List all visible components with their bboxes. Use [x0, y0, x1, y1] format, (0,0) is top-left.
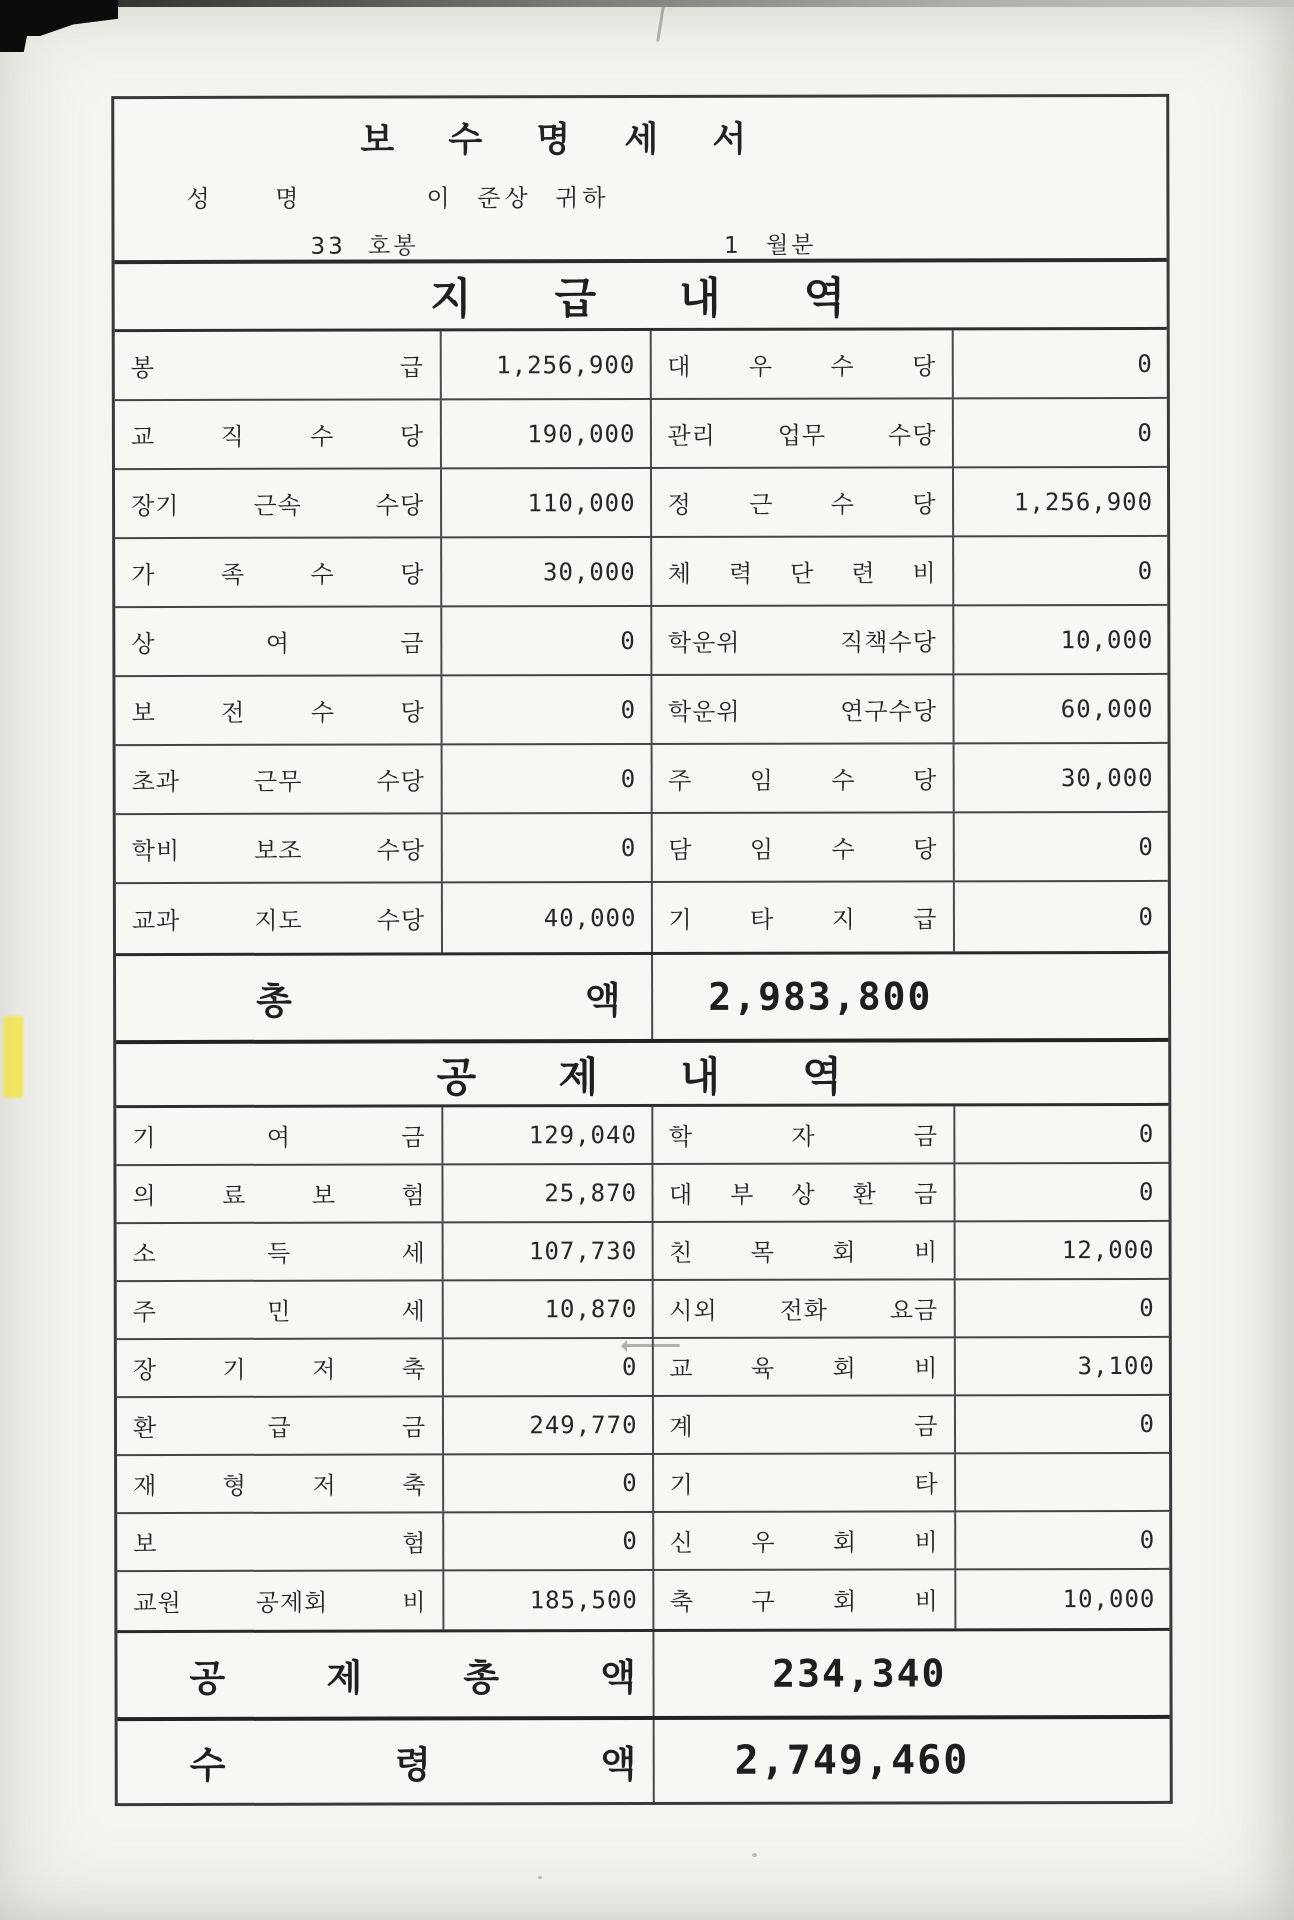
item-value: 0 — [1138, 832, 1154, 861]
table-row — [117, 1280, 1169, 1340]
pay-month: 1 월분 — [724, 232, 817, 259]
document-title: 보 수 명 세 서 — [360, 119, 751, 161]
item-label: 보 전 수 당 — [115, 677, 442, 745]
table-row — [117, 1396, 1169, 1456]
item-label: 보 험 — [117, 1513, 444, 1570]
item-value: 110,000 — [442, 469, 651, 536]
item-label: 체 력 단 련 비 — [652, 537, 955, 605]
table-row — [117, 1222, 1169, 1282]
item-value: 12,000 — [1061, 1235, 1155, 1264]
table-row — [115, 537, 1167, 608]
deduction-rows — [116, 1106, 1169, 1633]
item-value: 0 — [1139, 1525, 1156, 1554]
grade-line — [114, 226, 1166, 261]
item-label: 기 여 금 — [116, 1107, 443, 1164]
item-value: 0 — [444, 1455, 653, 1511]
item-value: 40,000 — [443, 883, 652, 952]
item-value: 0 — [1137, 418, 1153, 447]
table-row — [117, 1570, 1169, 1630]
statement-header-block — [114, 97, 1166, 264]
item-value: 0 — [443, 814, 652, 881]
item-value: 0 — [444, 1513, 653, 1569]
item-label: 소 득 세 — [117, 1223, 444, 1280]
item-value: 25,870 — [444, 1165, 653, 1221]
item-label: 담 임 수 당 — [652, 813, 955, 881]
item-value: 0 — [444, 1339, 653, 1395]
item-label: 관리 업무 수당 — [651, 399, 954, 467]
item-value: 249,770 — [444, 1397, 653, 1453]
item-value: 60,000 — [1060, 694, 1154, 723]
item-label: 봉 급 — [115, 332, 442, 400]
scan-corner-blob-artifact — [0, 0, 34, 52]
name-value: 이 준상 귀하 — [426, 184, 610, 213]
item-value: 10,870 — [444, 1281, 653, 1337]
item-value: 190,000 — [442, 400, 651, 467]
table-row — [115, 675, 1167, 746]
item-label: 교 육 회 비 — [653, 1338, 956, 1395]
table-row — [115, 606, 1167, 677]
deduction-total-label-text: 공 제 총 액 — [189, 1656, 639, 1701]
table-row — [116, 1106, 1168, 1166]
name-line — [114, 177, 1166, 214]
item-value: 30,000 — [1060, 763, 1154, 792]
item-value: 0 — [1139, 1177, 1155, 1206]
item-label: 신 우 회 비 — [654, 1512, 957, 1569]
deduction-total-value: 234,340 — [772, 1651, 947, 1696]
item-value: 3,100 — [1077, 1351, 1155, 1380]
table-row — [117, 1454, 1169, 1514]
item-label: 교원 공제회 비 — [117, 1571, 444, 1630]
item-value: 0 — [442, 607, 651, 674]
net-pay-label-text: 수 령 액 — [189, 1743, 639, 1788]
item-value: 0 — [1139, 1293, 1155, 1322]
item-label: 학 자 금 — [653, 1106, 956, 1163]
item-label: 상 여 금 — [115, 608, 442, 676]
item-value: 30,000 — [442, 538, 651, 605]
item-value: 0 — [1137, 349, 1153, 378]
item-label: 주 임 수 당 — [652, 744, 955, 812]
table-row — [115, 468, 1167, 539]
paper-speck — [752, 1853, 757, 1857]
item-label: 대 부 상 환 금 — [653, 1164, 956, 1221]
item-label: 장 기 저 축 — [117, 1339, 444, 1396]
payment-total-label-text: 총 액 — [256, 978, 623, 1023]
item-value: 107,730 — [444, 1223, 653, 1279]
item-label: 교 직 수 당 — [115, 401, 442, 469]
item-label: 환 급 금 — [117, 1397, 444, 1454]
item-label: 정 근 수 당 — [652, 468, 955, 536]
item-label: 교과 지도 수당 — [116, 884, 443, 954]
payment-section-header: 지 급 내 역 — [115, 262, 1167, 332]
deduction-total-label — [117, 1632, 654, 1718]
payment-rows — [115, 330, 1168, 956]
pen-mark-artifact — [656, 6, 665, 42]
table-row — [115, 399, 1167, 470]
payment-total-label — [116, 955, 653, 1040]
item-value: 0 — [443, 745, 652, 812]
salary-statement-table — [111, 94, 1173, 1806]
deduction-total-row — [117, 1631, 1169, 1722]
item-label: 의 료 보 험 — [116, 1165, 443, 1222]
item-value: 1,256,900 — [442, 331, 651, 398]
item-value: 0 — [443, 676, 652, 743]
item-label: 가 족 수 당 — [115, 539, 442, 607]
table-row — [117, 1338, 1169, 1398]
table-row — [116, 813, 1168, 884]
item-label: 학운위 연구수당 — [652, 675, 955, 743]
table-row — [115, 330, 1167, 401]
item-value: 129,040 — [444, 1107, 653, 1163]
salary-grade: 33 호봉 — [310, 233, 419, 260]
table-row — [116, 1164, 1168, 1224]
item-value: 0 — [1138, 1119, 1155, 1148]
item-value — [957, 1454, 1170, 1510]
item-label: 축 구 회 비 — [654, 1570, 957, 1629]
item-label: 학비 보조 수당 — [116, 815, 443, 883]
net-pay-value: 2,749,460 — [734, 1737, 970, 1784]
item-value: 0 — [1137, 556, 1154, 585]
paper-speck — [538, 1876, 542, 1879]
item-value: 1,256,900 — [1013, 487, 1154, 516]
name-label: 성 명 — [186, 184, 299, 213]
item-label: 대 우 수 당 — [651, 330, 954, 398]
item-label: 장기 근속 수당 — [115, 470, 442, 538]
item-label: 주 민 세 — [117, 1281, 444, 1338]
payment-total-row — [116, 954, 1168, 1044]
scan-top-edge-artifact — [0, 0, 1294, 7]
item-label: 시외 전화 요금 — [653, 1280, 956, 1337]
item-value: 10,000 — [1060, 625, 1154, 654]
item-label: 학운위 직책수당 — [652, 606, 955, 674]
table-row — [116, 882, 1168, 953]
item-label: 재 형 저 축 — [117, 1455, 444, 1512]
deduction-section-header: 공 제 내 역 — [116, 1042, 1168, 1108]
item-label: 초과 근무 수당 — [116, 746, 443, 814]
payment-total-value: 2,983,800 — [708, 974, 933, 1019]
table-row — [117, 1512, 1169, 1572]
net-pay-label — [118, 1720, 655, 1803]
yellow-highlight-artifact — [3, 1016, 23, 1098]
item-label: 기 타 지 급 — [652, 882, 955, 952]
table-row — [116, 744, 1168, 815]
item-value: 185,500 — [444, 1571, 653, 1629]
item-label: 기 타 — [654, 1454, 957, 1511]
item-value: 0 — [1138, 902, 1154, 931]
item-value: 10,000 — [1062, 1584, 1156, 1613]
item-label: 친 목 회 비 — [653, 1222, 956, 1279]
net-pay-row — [118, 1719, 1170, 1803]
item-value: 0 — [1139, 1409, 1156, 1438]
item-label: 계 금 — [653, 1396, 956, 1453]
